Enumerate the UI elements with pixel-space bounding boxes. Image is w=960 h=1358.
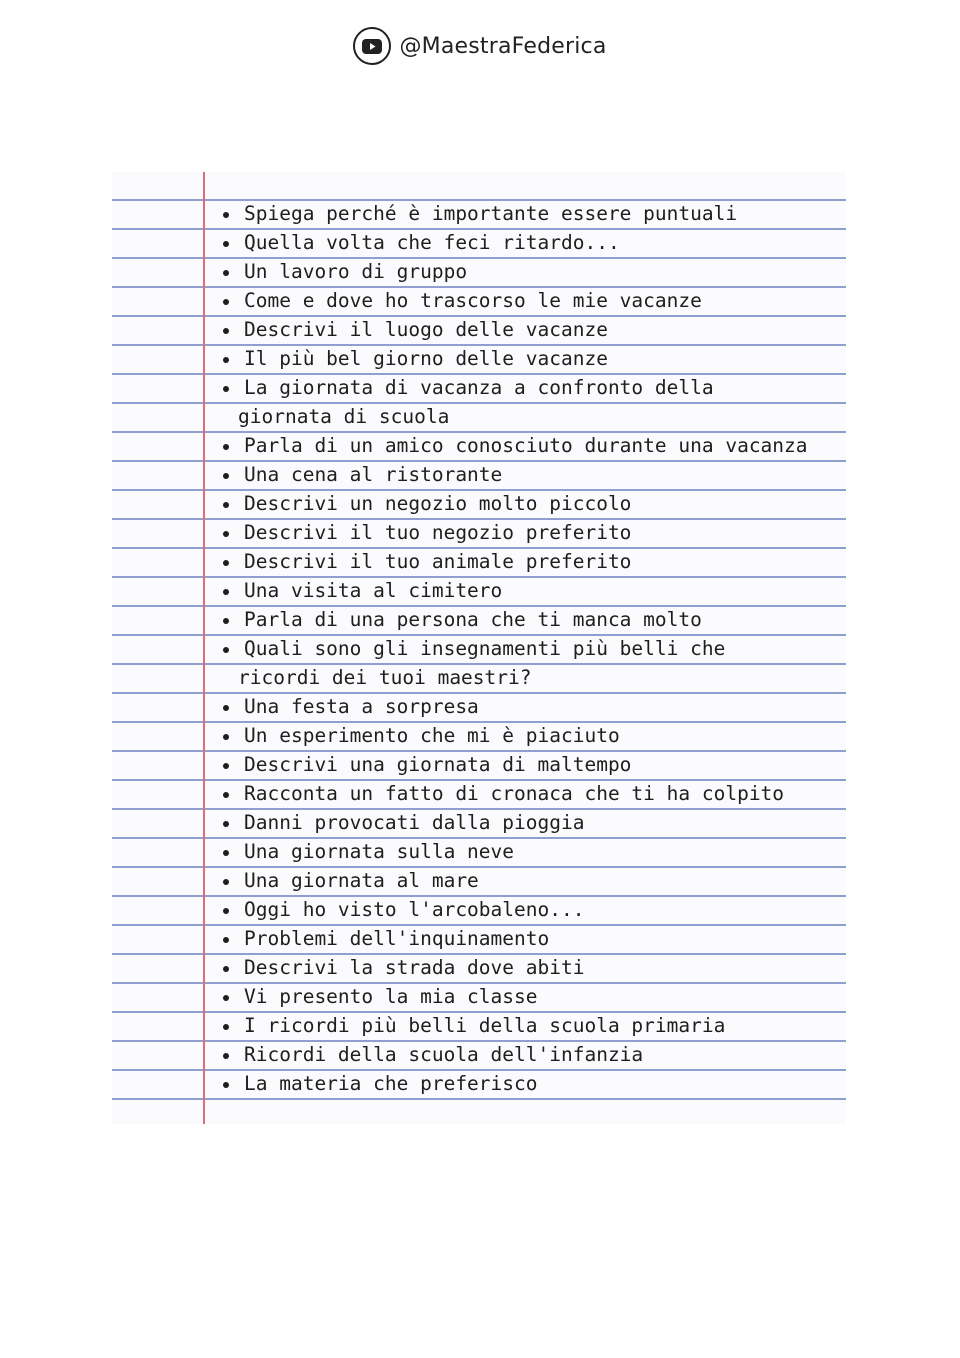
- list-item: [112, 1041, 846, 1070]
- list-item: [112, 287, 846, 316]
- bullet-icon: [223, 879, 229, 885]
- list-item: [112, 374, 846, 403]
- topic-text: Un esperimento che mi è piaciuto: [244, 724, 620, 747]
- list-item: [112, 925, 846, 954]
- list-item: [112, 896, 846, 925]
- topic-text: Una giornata sulla neve: [244, 840, 515, 863]
- bullet-icon: [223, 966, 229, 972]
- list-item: [112, 345, 846, 374]
- topic-text: Vi presento la mia classe: [244, 985, 538, 1008]
- topic-text: Quali sono gli insegnamenti più belli che: [244, 637, 726, 660]
- topic-text: Una festa a sorpresa: [244, 695, 479, 718]
- topic-text: Parla di una persona che ti manca molto: [244, 608, 702, 631]
- topic-text: Una giornata al mare: [244, 869, 479, 892]
- topic-text: Una visita al cimitero: [244, 579, 503, 602]
- topic-text: Descrivi una giornata di maltempo: [244, 753, 632, 776]
- channel-handle[interactable]: @MaestraFederica: [399, 33, 607, 59]
- list-item: [112, 838, 846, 867]
- list-item: [112, 606, 846, 635]
- list-item: [112, 867, 846, 896]
- bullet-icon: [223, 328, 229, 334]
- bullet-icon: [223, 502, 229, 508]
- list-item: [112, 200, 846, 229]
- bullet-icon: [223, 618, 229, 624]
- list-item: [112, 693, 846, 722]
- bullet-icon: [223, 792, 229, 798]
- list-item: [112, 229, 846, 258]
- list-item: [112, 258, 846, 287]
- topic-text: Come e dove ho trascorso le mie vacanze: [244, 289, 702, 312]
- topic-text: Una cena al ristorante: [244, 463, 503, 486]
- list-item: [112, 983, 846, 1012]
- topic-text: Il più bel giorno delle vacanze: [244, 347, 608, 370]
- bullet-icon: [223, 299, 229, 305]
- topic-text: Ricordi della scuola dell'infanzia: [244, 1043, 644, 1066]
- topic-text: giornata di scuola: [238, 405, 450, 428]
- topic-text: La materia che preferisco: [244, 1072, 538, 1095]
- list-item: [112, 316, 846, 345]
- topic-text: Un lavoro di gruppo: [244, 260, 468, 283]
- topic-text: Danni provocati dalla pioggia: [244, 811, 585, 834]
- bullet-icon: [223, 1024, 229, 1030]
- bullet-icon: [223, 473, 229, 479]
- list-item-continuation: [112, 664, 846, 693]
- youtube-icon[interactable]: [353, 27, 391, 65]
- bullet-icon: [223, 850, 229, 856]
- list-item: [112, 1012, 846, 1041]
- youtube-play-icon: [362, 39, 382, 54]
- list-item: [112, 577, 846, 606]
- list-item: [112, 519, 846, 548]
- bullet-icon: [223, 1082, 229, 1088]
- list-item: [112, 751, 846, 780]
- topic-text: I ricordi più belli della scuola primaria: [244, 1014, 726, 1037]
- page-header: [0, 26, 960, 66]
- bullet-icon: [223, 908, 229, 914]
- topic-text: Spiega perché è importante essere puntuali: [244, 202, 738, 225]
- topic-text: Descrivi il luogo delle vacanze: [244, 318, 608, 341]
- list-item: [112, 548, 846, 577]
- bullet-icon: [223, 647, 229, 653]
- bullet-icon: [223, 386, 229, 392]
- topic-text: Descrivi la strada dove abiti: [244, 956, 585, 979]
- topic-text: Parla di un amico conosciuto durante una vacanza: [244, 434, 808, 457]
- topic-text: Problemi dell'inquinamento: [244, 927, 550, 950]
- bullet-icon: [223, 357, 229, 363]
- list-item: [112, 722, 846, 751]
- bullet-icon: [223, 444, 229, 450]
- bullet-icon: [223, 995, 229, 1001]
- bullet-icon: [223, 937, 229, 943]
- bullet-icon: [223, 1053, 229, 1059]
- list-item: [112, 809, 846, 838]
- bullet-icon: [223, 763, 229, 769]
- list-item-continuation: [112, 403, 846, 432]
- bullet-icon: [223, 734, 229, 740]
- topic-text: Oggi ho visto l'arcobaleno...: [244, 898, 585, 921]
- bullet-icon: [223, 589, 229, 595]
- topic-text: La giornata di vacanza a confronto della: [244, 376, 714, 399]
- list-item: [112, 461, 846, 490]
- bullet-icon: [223, 560, 229, 566]
- topic-text: ricordi dei tuoi maestri?: [238, 666, 532, 689]
- list-item: [112, 1070, 846, 1099]
- list-item: [112, 780, 846, 809]
- list-item: [112, 635, 846, 664]
- bullet-icon: [223, 821, 229, 827]
- list-item: [112, 490, 846, 519]
- list-item: [112, 432, 846, 461]
- bullet-icon: [223, 705, 229, 711]
- bullet-icon: [223, 241, 229, 247]
- topic-text: Descrivi il tuo animale preferito: [244, 550, 632, 573]
- list-item: [112, 954, 846, 983]
- topic-text: Quella volta che feci ritardo...: [244, 231, 620, 254]
- bullet-icon: [223, 270, 229, 276]
- bullet-icon: [223, 212, 229, 218]
- lined-paper: [112, 172, 846, 1124]
- bullet-icon: [223, 531, 229, 537]
- topic-text: Racconta un fatto di cronaca che ti ha colpito: [244, 782, 785, 805]
- topic-text: Descrivi un negozio molto piccolo: [244, 492, 632, 515]
- topic-text: Descrivi il tuo negozio preferito: [244, 521, 632, 544]
- topic-list: [112, 200, 846, 1099]
